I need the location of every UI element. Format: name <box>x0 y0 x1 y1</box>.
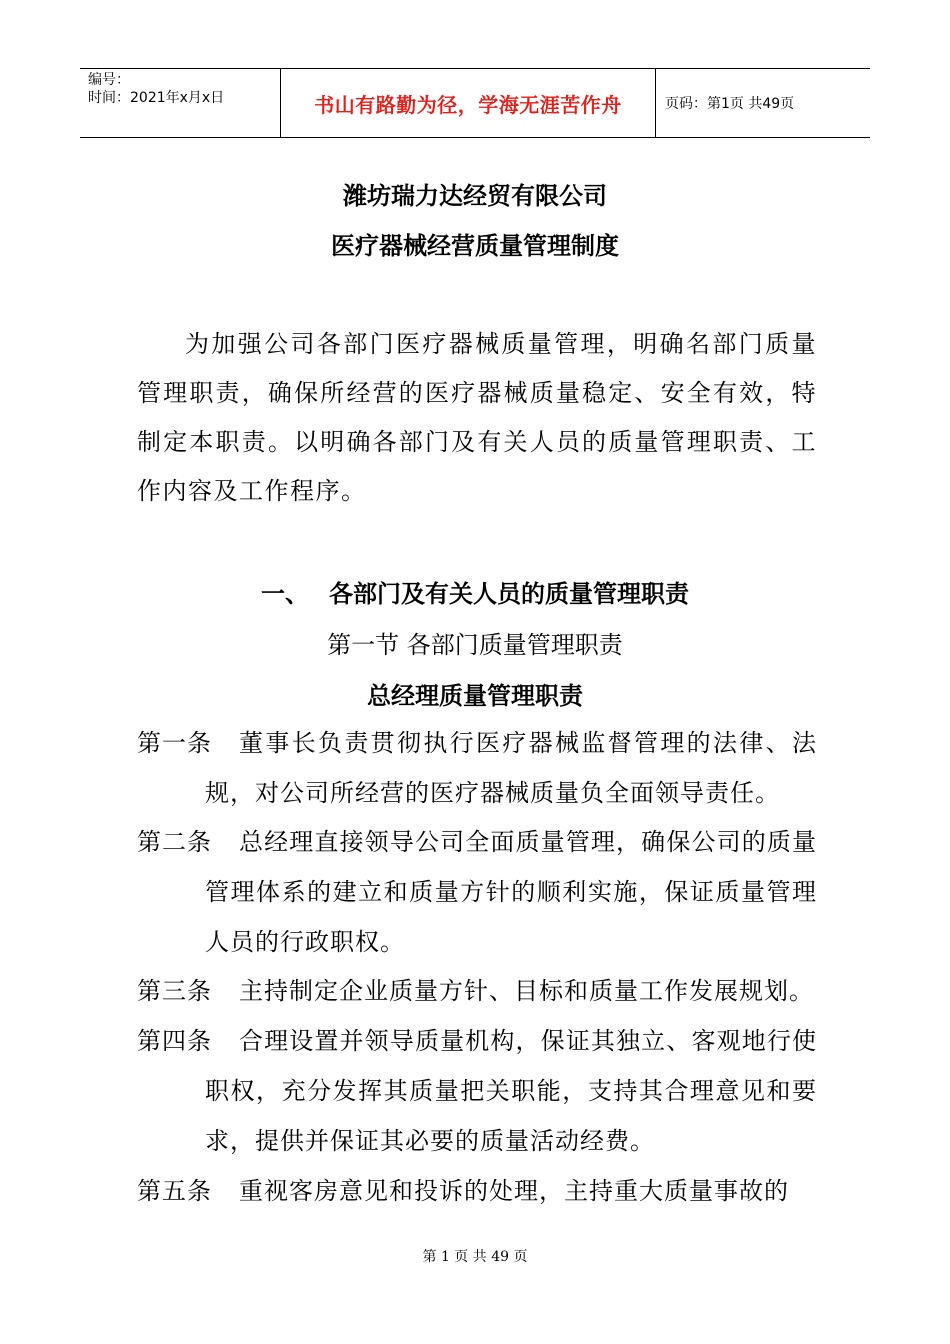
article-text: 总经理直接领导公司全面质量管理，确保公司的质量管理体系的建立和质量方针的顺利实施，保证质量管理人员的行政职权。 <box>205 828 817 956</box>
header-meta <box>80 69 280 137</box>
document-title: 医疗器械经营质量管理制度 <box>331 232 619 260</box>
article-label: 第五条 <box>137 1177 212 1205</box>
article-text: 合理设置并领导质量机构，保证其独立、客观地行使职权，充分发挥其质量把关职能，支持其合理意见和要求，提供并保证其必要的质量活动经费。 <box>205 1027 817 1155</box>
article-item <box>137 817 817 967</box>
article-text: 重视客房意见和投诉的处理，主持重大质量事故的 <box>239 1177 789 1205</box>
article-item <box>137 1166 817 1216</box>
document-number-label: 编号： <box>88 72 130 88</box>
page-header <box>80 68 870 138</box>
article-label: 第四条 <box>137 1027 212 1055</box>
subsection-heading: 第一节 各部门质量管理职责 <box>327 631 623 659</box>
article-item <box>137 966 817 1016</box>
page-footer: 第 1 页 共 49 页 <box>422 1249 528 1265</box>
header-motto: 书山有路勤为径，学海无涯苦作舟 <box>280 69 656 137</box>
header-page-info: 页码：第1页 共49页 <box>665 96 795 112</box>
section-number: 一、 <box>261 580 309 608</box>
section-title: 各部门及有关人员的质量管理职责 <box>329 580 689 608</box>
role-heading: 总经理质量管理职责 <box>367 682 583 710</box>
document-date: 时间：2021年x月x日 <box>88 90 225 106</box>
company-name: 潍坊瑞力达经贸有限公司 <box>343 182 607 210</box>
article-text: 董事长负责贯彻执行医疗器械监督管理的法律、法规，对公司所经营的医疗器械质量负全面领导责任。 <box>205 729 817 807</box>
article-text: 主持制定企业质量方针、目标和质量工作发展规划。 <box>239 977 814 1005</box>
article-label: 第二条 <box>137 828 212 856</box>
article-item <box>137 718 817 818</box>
section-heading <box>0 574 950 609</box>
article-label: 第一条 <box>137 729 212 757</box>
intro-paragraph: 为加强公司各部门医疗器械质量管理，明确名部门质量管理职责，确保所经营的医疗器械质量稳定、安全有效，特制定本职责。以明确各部门及有关人员的质量管理职责、工作内容及工作程序。 <box>137 330 817 505</box>
article-label: 第三条 <box>137 977 212 1005</box>
article-item <box>137 1016 817 1166</box>
